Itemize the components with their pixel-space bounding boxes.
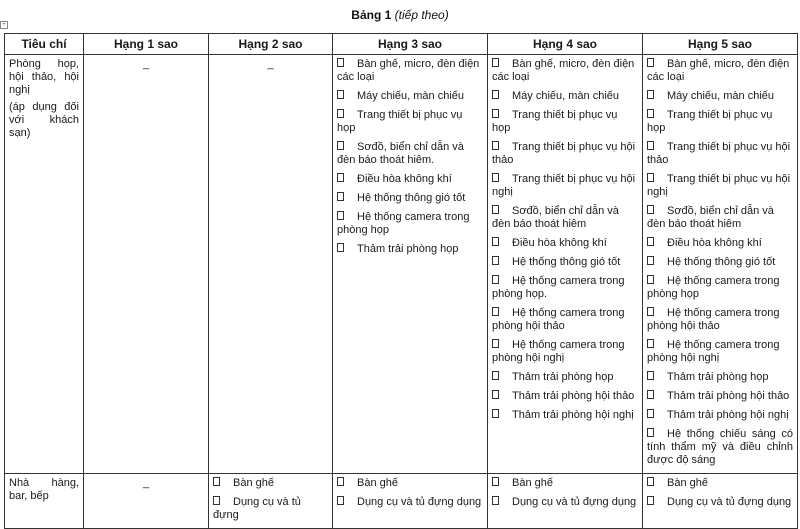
checklist-item-label: Thảm trải phòng họp [357,243,459,255]
checkbox-icon [647,237,654,246]
checklist-item [337,243,483,256]
checklist-item [647,477,793,490]
checklist-item-label: Thảm trải phòng họp [667,371,769,383]
checklist-item [492,109,638,135]
checklist-item [492,390,638,403]
checklist-item-label: Hệ thống camera trong phòng họp [337,211,470,236]
checkbox-icon [647,428,654,437]
checklist-item [337,173,483,186]
checklist-item [492,275,638,301]
caption-suffix: (tiếp theo) [394,8,449,22]
checklist-item-label: Hệ thống chiếu sáng có tính thẩm mỹ và điều chỉnh được độ sáng [647,428,793,466]
checklist-item-label: Trang thiết bị phục vụ hội thảo [492,141,636,166]
checklist-item [337,141,483,167]
checklist-item [647,371,793,384]
checkbox-icon [492,339,499,348]
checklist-item-label: Điều hòa không khí [357,173,452,185]
checklist-item-label: Bàn ghế [667,477,708,489]
checklist-item-label: Sơđồ, biển chỉ dẫn và đèn báo thoát hiêm [647,205,774,230]
checkbox-icon [492,409,499,418]
checklist-item [492,205,638,231]
checklist-item [492,496,638,509]
checklist-item-label: Trang thiết bị phục vụ hội nghị [647,173,791,198]
checkbox-icon [337,173,344,182]
checklist-item [647,275,793,301]
checkbox-icon [647,173,654,182]
checkbox-icon [492,109,499,118]
table-move-handle-icon[interactable]: + [0,21,8,29]
checklist-item-label: Máy chiếu, màn chiếu [357,90,464,102]
checkbox-icon [337,90,344,99]
hang-5-cell [643,474,798,529]
checkbox-icon [337,58,344,67]
checklist-item-label: Điều hòa không khí [667,237,762,249]
checklist-item-label: Máy chiếu, màn chiếu [667,90,774,102]
checklist-item [647,109,793,135]
checklist-item [492,339,638,365]
hang-4-cell [488,55,643,474]
hang-4-cell [488,474,643,529]
checkbox-icon [492,371,499,380]
criterion-cell [5,474,84,529]
header-hang-5: Hạng 5 sao [643,34,798,55]
checkbox-icon [337,109,344,118]
checklist-item [647,173,793,199]
hang-5-cell [643,55,798,474]
checklist-item [492,477,638,490]
checkbox-icon [337,243,344,252]
checklist-item-label: Bàn ghế, micro, đèn điện các loại [492,58,635,83]
checkbox-icon [492,477,499,486]
checklist-item [647,58,793,84]
checklist-item-label: Hệ thống camera trong phòng hội thảo [492,307,625,332]
checklist-item [647,390,793,403]
checklist-item-label: Dụng cụ và tủ đựng [213,496,301,521]
checklist-item [647,141,793,167]
checklist-item-label: Hệ thống thông gió tốt [357,192,466,204]
criterion-cell [5,55,84,474]
checklist-item-label: Trang thiết bị phục vụ họp [337,109,463,134]
checkbox-icon [647,256,654,265]
header-criterion: Tiêu chí [5,34,84,55]
caption-title: Bảng 1 [351,8,392,22]
checkbox-icon [647,109,654,118]
checkbox-icon [337,477,344,486]
table-row [5,474,798,529]
checklist-item [647,409,793,422]
hang-2-cell [209,474,333,529]
header-hang-1: Hạng 1 sao [84,34,209,55]
checklist-item-label: Thảm trải phòng hội thảo [512,390,635,402]
checklist-item [337,496,483,509]
checklist-item-label: Dụng cụ và tủ đựng dụng [357,496,482,508]
checklist-item [647,428,793,467]
checkbox-icon [492,90,499,99]
checklist-item [647,307,793,333]
checkbox-icon [647,205,654,214]
checkbox-icon [647,90,654,99]
checklist-item [213,477,328,490]
checkbox-icon [337,496,344,505]
table-caption [0,8,800,22]
checklist-item [337,211,483,237]
checklist-item-label: Sơđồ, biển chỉ dẫn và đèn báo thoát hiêm [492,205,619,230]
checklist-item-label: Hệ thống camera trong phòng hội nghị [647,339,780,364]
checklist-item-label: Bàn ghế, micro, đèn điện các loại [337,58,480,83]
criterion-text: Phòng họp, hội thảo, hội nghị [9,58,79,96]
checklist-item-label: Thảm trải phòng hội nghị [667,409,789,421]
checkbox-icon [647,390,654,399]
checklist-item-label: Hệ thống camera trong phòng hội nghị [492,339,625,364]
checklist-item-label: Thảm trải phòng hội thảo [667,390,790,402]
hang-3-cell [333,474,488,529]
checklist-item-label: Bàn ghế [357,477,398,489]
checklist-item [647,496,793,509]
checklist-item-label: Thảm trải phòng họp [512,371,614,383]
checklist-item-label: Trang thiết bị phục vụ hội thảo [647,141,791,166]
checkbox-icon [647,307,654,316]
checklist-item [337,192,483,205]
checklist-item-label: Dụng cụ và tủ đựng dụng [667,496,792,508]
hang-2-cell: _ [209,55,333,474]
checklist-item [492,237,638,250]
hang-1-cell: _ [84,474,209,529]
checklist-item [492,173,638,199]
checkbox-icon [647,409,654,418]
checklist-item-label: Điều hòa không khí [512,237,607,249]
checkbox-icon [647,477,654,486]
checklist-item-label: Trang thiết bị phục vụ hội nghị [492,173,636,198]
checklist-item-label: Sơđồ, biển chỉ dẫn và đèn báo thoát hiêm. [337,141,464,166]
checkbox-icon [337,192,344,201]
checkbox-icon [647,141,654,150]
checklist-item-label: Bàn ghế, micro, đèn điện các loại [647,58,790,83]
checklist-item-label: Hệ thống camera trong phòng họp [647,275,780,300]
header-row [5,34,798,55]
checklist-item-label: Máy chiếu, màn chiếu [512,90,619,102]
checklist-item-label: Bàn ghế [233,477,274,489]
checkbox-icon [337,141,344,150]
checklist-item [647,205,793,231]
checklist-item [337,58,483,84]
checklist-item [492,90,638,103]
header-hang-3: Hạng 3 sao [333,34,488,55]
checkbox-icon [492,256,499,265]
checkbox-icon [492,237,499,246]
checkbox-icon [647,58,654,67]
checkbox-icon [492,275,499,284]
checklist-item [337,477,483,490]
checklist-item-label: Hệ thống thông gió tốt [667,256,776,268]
checkbox-icon [647,339,654,348]
hang-1-cell: _ [84,55,209,474]
checklist-item-label: Hệ thống thông gió tốt [512,256,621,268]
checkbox-icon [647,275,654,284]
checklist-item [492,371,638,384]
checkbox-icon [492,173,499,182]
checkbox-icon [492,496,499,505]
checklist-item-label: Dụng cụ và tủ đựng dụng [512,496,637,508]
checkbox-icon [492,307,499,316]
hang-3-cell [333,55,488,474]
checklist-item [647,237,793,250]
checklist-item-label: Bàn ghế [512,477,553,489]
checklist-item-label: Hệ thống camera trong phòng hội thảo [647,307,780,332]
checklist-item [647,339,793,365]
checklist-item [492,256,638,269]
checklist-item [337,90,483,103]
checklist-item [492,58,638,84]
checklist-item-label: Trang thiết bị phục vụ họp [492,109,618,134]
checkbox-icon [213,496,220,505]
checkbox-icon [647,371,654,380]
checkbox-icon [337,211,344,220]
standards-table [4,33,798,529]
checklist-item-label: Thảm trải phòng hội nghị [512,409,634,421]
checkbox-icon [492,205,499,214]
checklist-item [492,409,638,422]
checkbox-icon [647,496,654,505]
checkbox-icon [213,477,220,486]
checkbox-icon [492,390,499,399]
checklist-item [337,109,483,135]
checklist-item-label: Trang thiết bị phục vụ họp [647,109,773,134]
criterion-note: (áp dụng đối với khách sạn) [9,101,79,139]
table-row [5,55,798,474]
header-hang-4: Hạng 4 sao [488,34,643,55]
header-hang-2: Hạng 2 sao [209,34,333,55]
checklist-item-label: Hệ thống camera trong phòng họp. [492,275,625,300]
checklist-item [213,496,328,522]
checkbox-icon [492,58,499,67]
checklist-item [492,141,638,167]
checklist-item [492,307,638,333]
checkbox-icon [492,141,499,150]
criterion-text: Nhà hàng, bar, bếp [9,477,79,502]
checklist-item [647,90,793,103]
checklist-item [647,256,793,269]
